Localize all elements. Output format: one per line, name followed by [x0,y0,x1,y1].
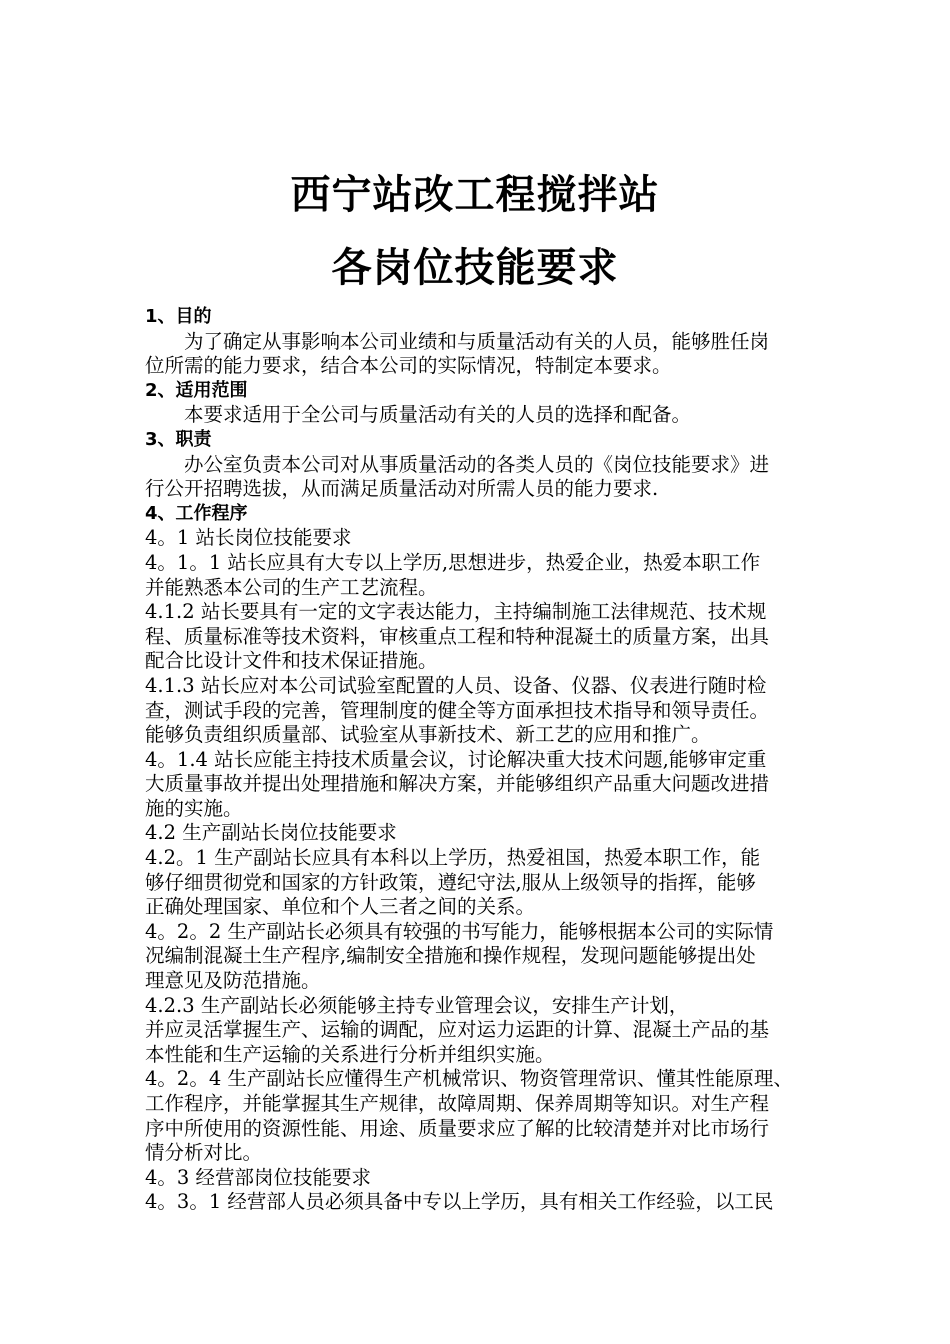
text-line: 程、质量标准等技术资料，审核重点工程和特种混凝土的质量方案，出具 [145,624,770,648]
text-line: 工作程序，并能掌握其生产规律，故障周期、保养周期等知识。对生产程 [145,1092,770,1115]
text-line: 4.1.3 站长应对本公司试验室配置的人员、设备、仪器、仪表进行随时检 [145,673,767,697]
text-line: 位所需的能力要求，结合本公司的实际情况，特制定本要求。 [145,354,672,378]
text-line: 够仔细贯彻党和国家的方针政策，遵纪守法,服从上级领导的指挥，能够 [145,870,756,894]
document-title: 西宁站改工程搅拌站 [290,172,660,218]
document-subtitle: 各岗位技能要求 [331,245,619,291]
text-line: 序中所使用的资源性能、用途、质量要求应了解的比较清楚并对比市场行 [145,1116,770,1140]
text-line: 查，测试手段的完善，管理制度的健全等方面承担技术指导和领导责任。 [145,698,770,722]
text-line: 理意见及防范措施。 [145,969,321,993]
text-line: 4.2 生产副站长岗位技能要求 [145,821,397,845]
text-line: 并应灵活掌握生产、运输的调配，应对运力运距的计算、混凝土产品的基 [145,1018,770,1042]
text-line: 情分析对比。 [145,1141,263,1165]
text-line: 能够负责组织质量部、试验室从事新技术、新工艺的应用和推广。 [145,723,711,747]
text-line: 正确处理国家、单位和个人三者之间的关系。 [145,895,536,919]
section-heading: 3、职责 [145,428,212,450]
text-line: 本要求适用于全公司与质量活动有关的人员的选择和配备。 [184,403,692,427]
text-line: 4.1.2 站长要具有一定的文字表达能力，主持编制施工法律规范、技术规 [145,600,767,624]
document-body [145,305,865,1215]
text-line: 况编制混凝土生产程序,编制安全措施和操作规程，发现问题能够提出处 [145,944,756,968]
section-heading: 4、工作程序 [145,502,248,524]
text-line: 4。3。1 经营部人员必须具备中专以上学历，具有相关工作经验，以工民 [145,1190,774,1214]
text-line: 大质量事故并提出处理措施和解决方案，并能够组织产品重大问题改进措 [145,772,770,796]
text-line: 4。2。4 生产副站长应懂得生产机械常识、物资管理常识、懂其性能原理、 [145,1067,793,1091]
text-line: 并能熟悉本公司的生产工艺流程。 [145,575,438,599]
text-line: 行公开招聘选拔，从而满足质量活动对所需人员的能力要求. [145,477,659,501]
text-line: 4。1.4 站长应能主持技术质量会议，讨论解决重大技术问题,能够审定重 [145,747,767,771]
text-line: 4。1。1 站长应具有大专以上学历,思想进步，热爱企业，热爱本职工作 [145,550,761,574]
text-line: 施的实施。 [145,796,243,820]
text-line: 4.2。1 生产副站长应具有本科以上学历，热爱祖国，热爱本职工作，能 [145,846,761,870]
text-line: 本性能和生产运输的关系进行分析并组织实施。 [145,1042,555,1066]
text-line: 为了确定从事影响本公司业绩和与质量活动有关的人员，能够胜任岗 [184,329,770,353]
text-line: 4。1 站长岗位技能要求 [145,526,352,550]
text-line: 4.2.3 生产副站长必须能够主持专业管理会议，安排生产计划， [145,993,689,1017]
text-line: 4。2。2 生产副站长必须具有较强的书写能力，能够根据本公司的实际情 [145,919,774,943]
text-line: 办公室负责本公司对从事质量活动的各类人员的《岗位技能要求》进 [184,452,770,476]
text-line: 4。3 经营部岗位技能要求 [145,1165,372,1189]
section-heading: 2、适用范围 [145,379,248,401]
text-line: 配合比设计文件和技术保证措施。 [145,649,438,673]
section-heading: 1、目的 [145,306,212,327]
